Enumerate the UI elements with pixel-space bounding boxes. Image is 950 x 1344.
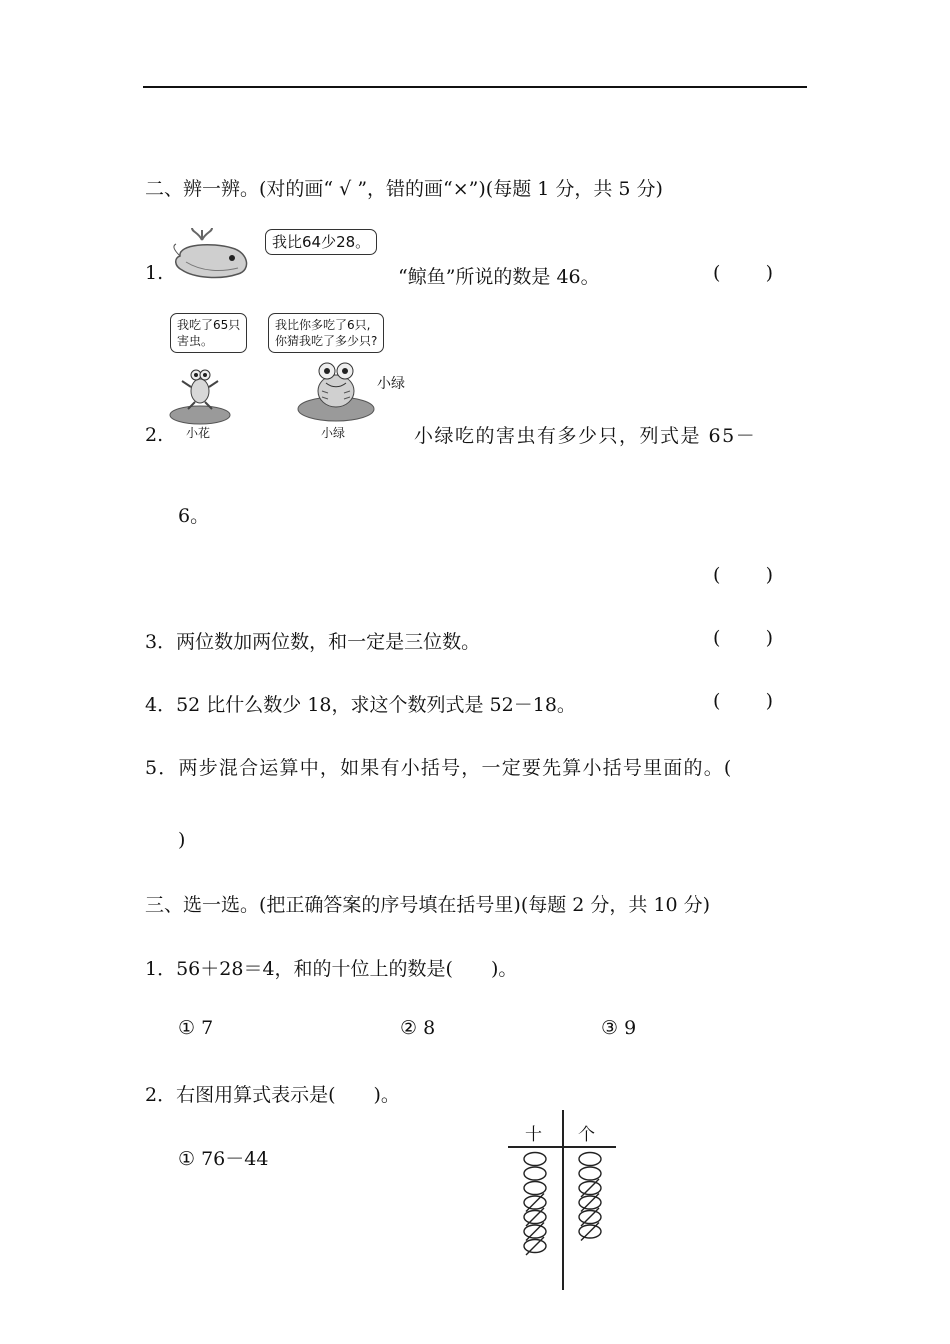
- place-value-diagram: [508, 1110, 616, 1290]
- tens-counters: [524, 1153, 546, 1256]
- q2-text-continued: 6。: [178, 505, 210, 527]
- q4-answer-paren[interactable]: [713, 690, 773, 712]
- q2-text: 小绿吃的害虫有多少只，列式是 65－: [414, 425, 757, 447]
- paren-close: ): [765, 564, 773, 586]
- xiaolv-name: 小绿: [321, 426, 346, 440]
- s3-q2-option-1[interactable]: ① 76－44: [178, 1148, 269, 1170]
- xiaohua-name: 小花: [186, 426, 211, 440]
- bubble-line: 害虫。: [177, 334, 214, 348]
- ones-label: 个: [578, 1125, 595, 1145]
- q2-number: 2.: [145, 424, 164, 446]
- whale-speech-bubble: [265, 229, 377, 255]
- s3-q1-option-2[interactable]: ② 8: [400, 1017, 436, 1039]
- paren-close: ): [765, 262, 773, 284]
- q5-text-continued: ): [178, 829, 186, 851]
- s3-q1-option-1[interactable]: ① 7: [178, 1017, 214, 1039]
- s3-q2-text: 2．右图用算式表示是( )。: [145, 1084, 400, 1106]
- section2-title: 二、辨一辨。(对的画“ √ ”，错的画“×”)(每题 1 分，共 5 分): [145, 178, 663, 200]
- bubble-line: 我吃了65只: [177, 318, 241, 332]
- frog-right-speech-bubble: [268, 313, 384, 353]
- q3-text: 3．两位数加两位数，和一定是三位数。: [145, 631, 481, 653]
- bubble-line: 我比你多吃了6只,: [275, 318, 371, 332]
- xiaolv-label: 小绿: [377, 376, 405, 392]
- paren-close: ): [765, 690, 773, 712]
- counter-circle: [524, 1153, 546, 1166]
- frog-xiaolv-icon: [296, 357, 376, 423]
- paren-open: (: [713, 690, 721, 712]
- frog-xiaohua-icon: [168, 357, 233, 427]
- counter-circle: [524, 1182, 546, 1195]
- ones-counters: [579, 1153, 601, 1241]
- counter-circle: [579, 1167, 601, 1180]
- q3-answer-paren[interactable]: [713, 627, 773, 649]
- section3-title: 三、选一选。(把正确答案的序号填在括号里)(每题 2 分，共 10 分): [145, 894, 711, 916]
- paren-open: (: [713, 627, 721, 649]
- q5-text: 5．两步混合运算中，如果有小括号，一定要先算小括号里面的。(: [145, 757, 733, 779]
- q1-text: “鲸鱼”所说的数是 46。: [398, 266, 600, 288]
- s3-q1-text: 1．56＋28＝4，和的十位上的数是( )。: [145, 958, 518, 980]
- whale-icon: [172, 226, 258, 282]
- counter-circle: [579, 1153, 601, 1166]
- paren-close: ): [765, 627, 773, 649]
- paren-open: (: [713, 564, 721, 586]
- s3-q1-option-3[interactable]: ③ 9: [601, 1017, 637, 1039]
- header-rule: [143, 86, 807, 88]
- frog-left-speech-bubble: [170, 313, 247, 353]
- whale-speech-text: 我比64少28。: [272, 233, 371, 251]
- q1-number: 1.: [145, 262, 164, 284]
- q1-answer-paren[interactable]: [713, 262, 773, 284]
- paren-open: (: [713, 262, 721, 284]
- counter-circles: [508, 1148, 616, 1290]
- counter-circle: [524, 1167, 546, 1180]
- q4-text: 4．52 比什么数少 18，求这个数列式是 52－18。: [145, 694, 576, 716]
- bubble-line: 你猜我吃了多少只?: [275, 334, 378, 348]
- tens-label: 十: [525, 1125, 542, 1145]
- q2-answer-paren[interactable]: [713, 564, 773, 586]
